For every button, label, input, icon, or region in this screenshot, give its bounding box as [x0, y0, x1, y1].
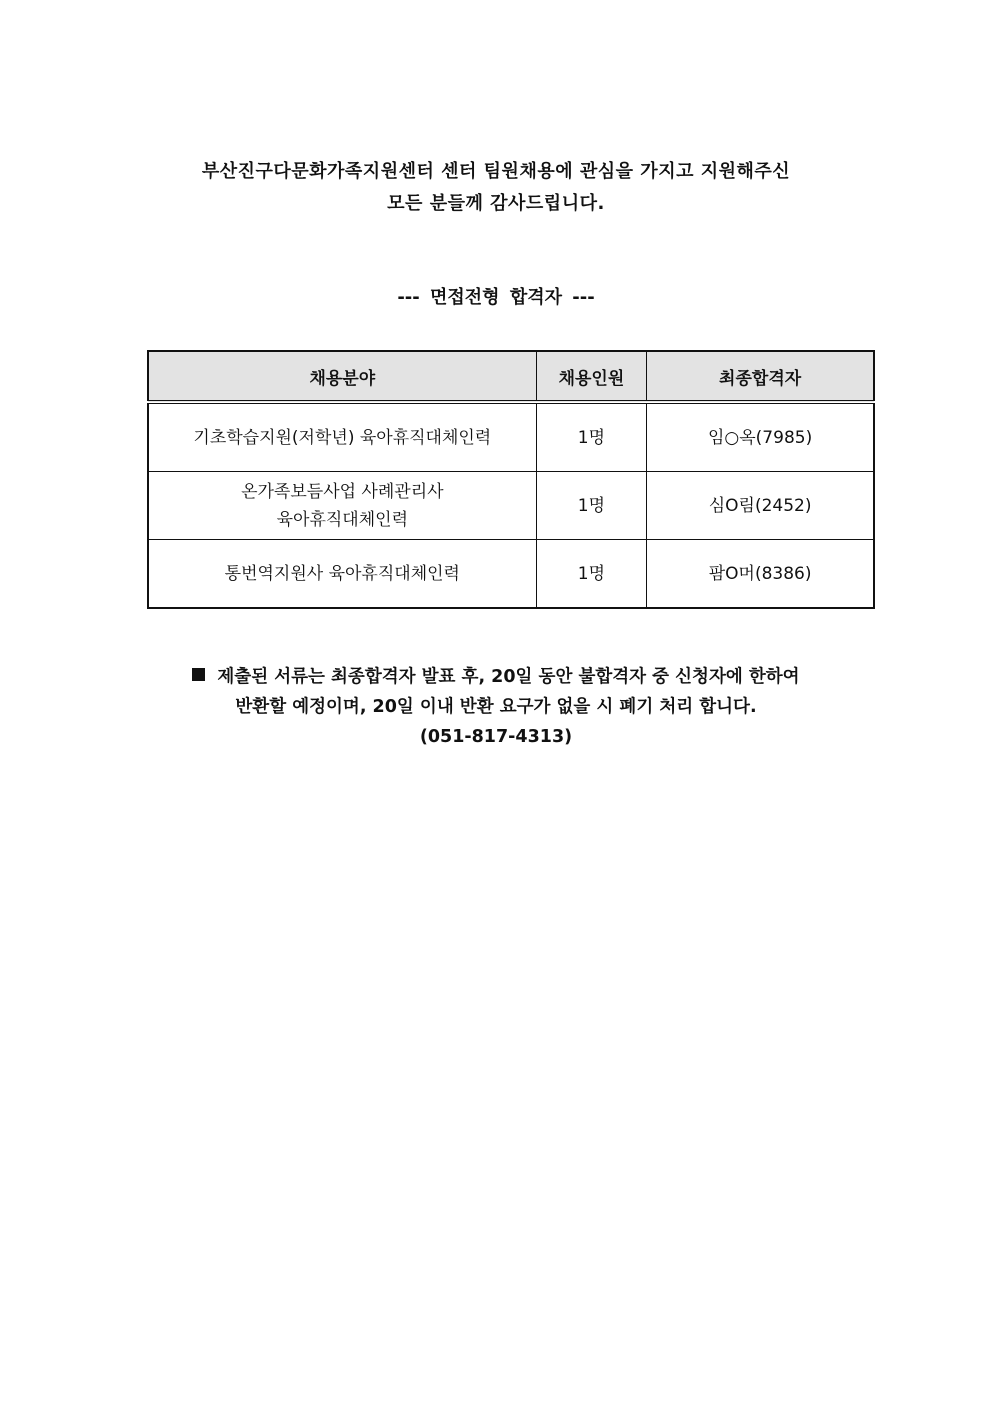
table-header-row: [148, 351, 874, 402]
field-text-line2: 육아휴직대체인력: [276, 509, 408, 530]
header-winner: 최종합격자: [647, 351, 874, 402]
notice-line-1-text: 제출된 서류는 최종합격자 발표 후, 20일 동안 불합격자 중 신청자에 한하여: [217, 667, 800, 687]
cell-winner: 심O림(2452): [647, 472, 874, 540]
section-title: [0, 284, 992, 312]
black-square-icon: [192, 668, 205, 681]
field-text: 온가족보듬사업 사례관리사: [241, 481, 444, 502]
notice-line-2: 반환할 예정이며, 20일 이내 반환 요구가 없을 시 폐기 처리 합니다.: [235, 697, 757, 717]
section-title-text: --- 면접전형 합격자 ---: [397, 287, 595, 308]
intro-line-2: 모든 분들께 감사드립니다.: [387, 193, 605, 214]
results-table: [147, 350, 875, 609]
header-count: 채용인원: [536, 351, 647, 402]
field-text: 기초학습지원(저학년) 육아휴직대체인력: [193, 427, 492, 448]
header-field: 채용분야: [148, 351, 536, 402]
cell-winner: 임○옥(7985): [647, 402, 874, 472]
intro-line-1: 부산진구다문화가족지원센터 센터 팀원채용에 관심을 가지고 지원해주신: [201, 161, 791, 182]
cell-winner: 팜O머(8386): [647, 540, 874, 609]
cell-count: 1명: [536, 472, 647, 540]
cell-field: [148, 540, 536, 609]
table-row: [148, 402, 874, 472]
cell-field: [148, 472, 536, 540]
return-notice: [0, 662, 992, 752]
cell-count: 1명: [536, 540, 647, 609]
cell-field: [148, 402, 536, 472]
cell-count: 1명: [536, 402, 647, 472]
intro-message: [0, 156, 992, 220]
table-row: [148, 540, 874, 609]
table-row: [148, 472, 874, 540]
field-text: 통번역지원사 육아휴직대체인력: [224, 563, 460, 584]
notice-line-1: [0, 662, 992, 692]
contact-phone: (051-817-4313): [419, 727, 573, 747]
